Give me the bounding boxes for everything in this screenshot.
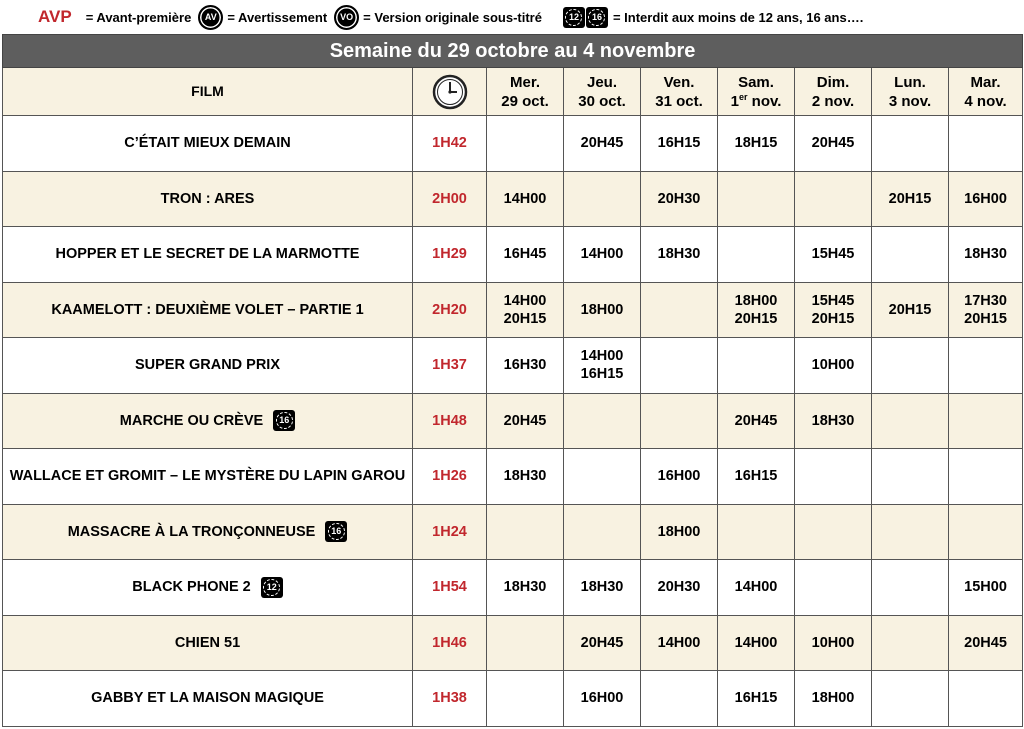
showtime: 20H45 [811, 135, 855, 152]
film-title-cell [3, 227, 413, 283]
duration-column-header [413, 68, 487, 116]
film-duration: 1H29 [413, 227, 487, 283]
day-column-header: Sam. 1er nov. [718, 68, 795, 116]
showtime-cell [718, 615, 795, 671]
day-date: 31 oct. [655, 92, 703, 110]
film-title-cell [3, 504, 413, 560]
legend-age-text: = Interdit aux moins de 12 ans, 16 ans…. [612, 9, 864, 25]
showtime: 20H15 [503, 310, 547, 327]
film-title: TRON : ARES [160, 190, 255, 207]
showtime-cell [487, 615, 564, 671]
film-title-cell [3, 282, 413, 338]
showtime: 18H30 [503, 579, 547, 596]
film-column-header: FILM [3, 68, 413, 116]
showtime: 18H15 [734, 135, 778, 152]
showtime-cell [795, 671, 872, 727]
showtime: 16H00 [657, 468, 701, 485]
showtime: 15H45 [811, 292, 855, 309]
showtime: 20H15 [888, 190, 932, 207]
showtime-cell [564, 449, 641, 505]
showtime-cell [641, 282, 718, 338]
film-title: KAAMELOTT : DEUXIÈME VOLET – PARTIE 1 [51, 301, 364, 318]
showtime-cell [487, 338, 564, 394]
film-duration: 1H54 [413, 560, 487, 616]
showtime: 18H00 [580, 301, 624, 318]
showtime: 16H15 [580, 366, 624, 383]
day-date: 1 [730, 92, 739, 110]
showtime-cell [487, 560, 564, 616]
legend-avp-text: = Avant-première [85, 9, 192, 25]
showtime-cell [949, 671, 1023, 727]
showtime-cell [641, 338, 718, 394]
day-date: 2 nov. [811, 92, 855, 110]
film-title: MASSACRE À LA TRONÇONNEUSE [67, 523, 316, 540]
showtime-cell [872, 171, 949, 227]
showtime: 18H30 [503, 468, 547, 485]
showtime: 14H00 [734, 579, 778, 596]
showtime-cell [487, 282, 564, 338]
film-row [3, 449, 1023, 505]
film-title-cell [3, 449, 413, 505]
film-title: SUPER GRAND PRIX [134, 357, 281, 374]
legend-avp-code: AVP [38, 7, 72, 26]
showtime-cell [949, 504, 1023, 560]
showtime-cell [949, 393, 1023, 449]
showtime-cell [487, 504, 564, 560]
film-duration: 1H46 [413, 615, 487, 671]
film-row [3, 615, 1023, 671]
showtime-cell [795, 449, 872, 505]
showtime-cell [872, 671, 949, 727]
showtime-cell [795, 615, 872, 671]
film-row [3, 171, 1023, 227]
showtime-cell [718, 560, 795, 616]
showtime: 16H15 [734, 690, 778, 707]
clock-icon [432, 74, 468, 110]
showtime: 16H00 [964, 190, 1007, 207]
showtime-cell [641, 116, 718, 172]
showtime: 10H00 [811, 357, 855, 374]
age-badges [563, 7, 608, 28]
age-12-badge-icon: 12 [563, 7, 585, 28]
age-16-badge-icon: 16 [586, 7, 608, 28]
showtime: 18H30 [580, 579, 624, 596]
showtime: 18H00 [734, 292, 778, 309]
showtime: 20H45 [734, 412, 778, 429]
day-name: Dim. [816, 73, 850, 91]
showtime: 17H30 [964, 292, 1007, 309]
showtime: 20H30 [657, 579, 701, 596]
showtime-cell [564, 171, 641, 227]
showtime: 15H45 [811, 246, 855, 263]
showtime-cell [564, 560, 641, 616]
film-duration: 1H37 [413, 338, 487, 394]
showtime-cell [718, 171, 795, 227]
showtime: 14H00 [657, 634, 701, 651]
showtime: 20H45 [580, 135, 624, 152]
showtime: 18H30 [811, 412, 855, 429]
showtime: 20H45 [580, 634, 624, 651]
showtime-cell [795, 393, 872, 449]
day-name: Ven. [663, 73, 695, 91]
showtime-cell [795, 338, 872, 394]
showtime-cell [487, 671, 564, 727]
age-16-badge-icon: 16 [325, 521, 347, 542]
film-title-cell [3, 393, 413, 449]
showtime-cell [718, 504, 795, 560]
showtime: 20H45 [503, 412, 547, 429]
showtime-cell [487, 393, 564, 449]
film-row [3, 227, 1023, 283]
showtime-cell [564, 282, 641, 338]
showtime-cell [872, 227, 949, 283]
showtime-cell [718, 671, 795, 727]
showtime-cell [795, 171, 872, 227]
showtime-cell [718, 227, 795, 283]
showtime: 16H30 [503, 357, 547, 374]
showtime-cell [487, 227, 564, 283]
day-date: 30 oct. [578, 92, 626, 110]
day-column-header [872, 68, 949, 116]
showtime-cell [872, 116, 949, 172]
showtime: 14H00 [734, 634, 778, 651]
film-title-cell [3, 338, 413, 394]
showtime: 18H00 [811, 690, 855, 707]
showtime-cell [949, 338, 1023, 394]
showtime-cell [564, 504, 641, 560]
showtime-cell [795, 282, 872, 338]
showtime-cell [718, 116, 795, 172]
showtime-cell [641, 560, 718, 616]
showtime-cell [949, 560, 1023, 616]
film-duration: 1H42 [413, 116, 487, 172]
age-12-badge-icon: 12 [261, 577, 283, 598]
showtime-cell [641, 227, 718, 283]
showtime: 20H30 [657, 190, 701, 207]
legend-vo-text: = Version originale sous-titré [363, 9, 542, 25]
showtime: 16H45 [503, 246, 547, 263]
film-title-cell [3, 560, 413, 616]
showtime-cell [564, 671, 641, 727]
showtime-cell [718, 282, 795, 338]
film-title-cell [3, 171, 413, 227]
showtime-cell [949, 449, 1023, 505]
showtime-cell [641, 393, 718, 449]
film-row [3, 671, 1023, 727]
showtime-cell [718, 338, 795, 394]
film-title-cell [3, 615, 413, 671]
av-badge-icon: AV [198, 5, 223, 30]
showtime-cell [487, 171, 564, 227]
showtime: 20H45 [964, 634, 1007, 651]
showtime-cell [641, 671, 718, 727]
showtime: 14H00 [580, 348, 624, 365]
showtime: 14H00 [503, 190, 547, 207]
vo-badge-icon: VO [334, 5, 359, 30]
film-title: C’ÉTAIT MIEUX DEMAIN [124, 135, 291, 152]
showtime: 16H15 [657, 135, 701, 152]
showtime-cell [564, 116, 641, 172]
film-title: MARCHE OU CRÈVE [119, 412, 264, 429]
day-name: Sam. [738, 73, 774, 91]
film-duration: 1H38 [413, 671, 487, 727]
films-body [3, 116, 1023, 727]
showtime: 20H15 [734, 310, 778, 327]
day-name: Mar. [970, 73, 1001, 91]
day-column-header [564, 68, 641, 116]
showtime: 20H15 [888, 301, 932, 318]
film-title: CHIEN 51 [174, 634, 241, 651]
day-name: Mer. [509, 73, 540, 91]
showtime-cell [641, 449, 718, 505]
day-name: Jeu. [586, 73, 617, 91]
showtime-cell [949, 116, 1023, 172]
showtime-cell [872, 393, 949, 449]
week-title: Semaine du 29 octobre au 4 novembre [3, 35, 1023, 68]
film-row [3, 560, 1023, 616]
day-column-header [641, 68, 718, 116]
showtime: 16H00 [580, 690, 624, 707]
film-title-cell [3, 116, 413, 172]
film-duration: 1H48 [413, 393, 487, 449]
showtime-cell [872, 560, 949, 616]
showtime-cell [949, 171, 1023, 227]
film-duration: 1H26 [413, 449, 487, 505]
showtime: 18H00 [657, 523, 701, 540]
film-title: GABBY ET LA MAISON MAGIQUE [91, 690, 324, 707]
film-duration: 2H20 [413, 282, 487, 338]
film-duration: 2H00 [413, 171, 487, 227]
showtime: 20H15 [964, 310, 1007, 327]
showtime: 15H00 [964, 579, 1007, 596]
showtime-cell [949, 282, 1023, 338]
showtime-cell [641, 504, 718, 560]
day-column-header [487, 68, 564, 116]
showtime-cell [641, 171, 718, 227]
legend-bar [0, 0, 1024, 34]
showtime-cell [564, 393, 641, 449]
film-row [3, 116, 1023, 172]
showtime-cell [564, 338, 641, 394]
showtime: 20H15 [811, 310, 855, 327]
showtime-cell [795, 560, 872, 616]
day-date: 29 oct. [501, 92, 549, 110]
age-16-badge-icon: 16 [273, 410, 295, 431]
schedule-table [2, 34, 1023, 727]
film-title: WALLACE ET GROMIT – LE MYSTÈRE DU LAPIN GAROU [9, 468, 406, 485]
showtime-cell [872, 282, 949, 338]
film-row [3, 282, 1023, 338]
day-date: 3 nov. [888, 92, 932, 110]
film-title: HOPPER ET LE SECRET DE LA MARMOTTE [55, 246, 360, 263]
showtime-cell [949, 615, 1023, 671]
film-title: BLACK PHONE 2 [132, 579, 251, 596]
showtime-cell [564, 227, 641, 283]
film-title-cell [3, 671, 413, 727]
showtime-cell [795, 227, 872, 283]
showtime: 18H30 [657, 246, 701, 263]
showtime-cell [487, 116, 564, 172]
film-row [3, 338, 1023, 394]
showtime-cell [718, 449, 795, 505]
showtime: 18H30 [964, 246, 1007, 263]
day-column-header [949, 68, 1023, 116]
showtime-cell [949, 227, 1023, 283]
showtime-cell [872, 504, 949, 560]
showtime: 10H00 [811, 634, 855, 651]
showtime-cell [795, 504, 872, 560]
showtime: 14H00 [580, 246, 624, 263]
showtime-cell [641, 615, 718, 671]
showtime-cell [795, 116, 872, 172]
day-name: Lun. [894, 73, 926, 91]
showtime-cell [872, 338, 949, 394]
showtime-cell [487, 449, 564, 505]
legend-av-text: = Avertissement [227, 9, 328, 25]
showtime-cell [718, 393, 795, 449]
showtime: 16H15 [734, 468, 778, 485]
showtime-cell [564, 615, 641, 671]
day-column-header [795, 68, 872, 116]
film-row [3, 393, 1023, 449]
day-date: 4 nov. [964, 92, 1007, 110]
showtime-cell [872, 449, 949, 505]
showtime: 14H00 [503, 292, 547, 309]
showtime-cell [872, 615, 949, 671]
film-duration: 1H24 [413, 504, 487, 560]
film-row [3, 504, 1023, 560]
